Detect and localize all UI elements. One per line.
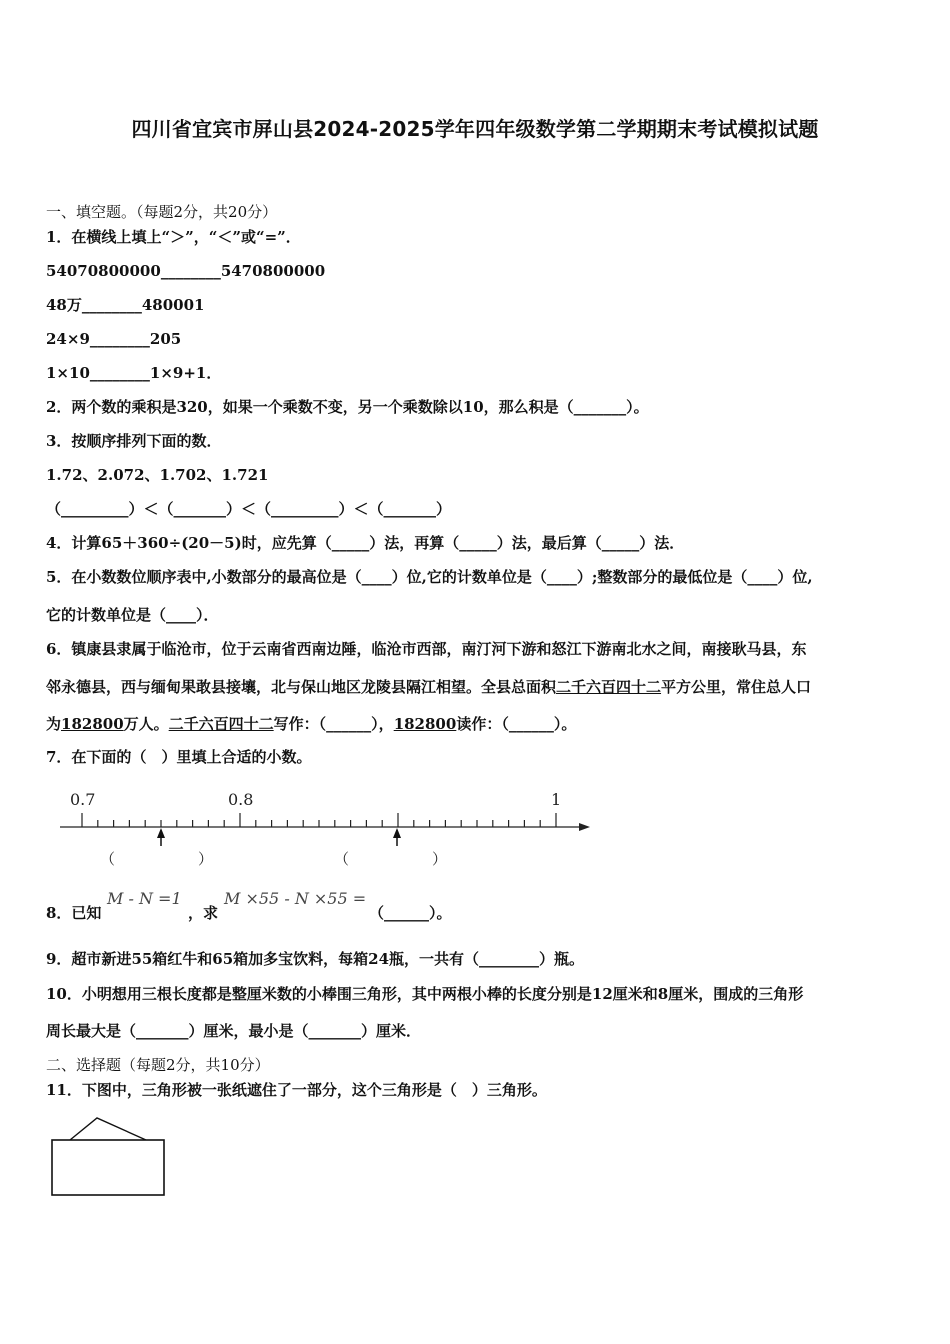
q6-area-underlined-2: 二千六百四十二: [168, 715, 274, 733]
q7-blank-2-close[interactable]: ）: [432, 850, 448, 868]
number-line-label-1: 1: [551, 790, 562, 809]
q6-line1: 6．镇康县隶属于临沧市，位于云南省西南边陲，临沧市西部，南汀河下游和怒江下游南北水之间，南接耿马县，东: [46, 640, 807, 658]
q1-row-1-right: 5470800000: [220, 262, 326, 280]
q6-area-underlined: 二千六百四十二: [556, 678, 662, 696]
number-line-label-0-8: 0.8: [228, 790, 254, 809]
q6-line3-b: 万人。: [123, 715, 169, 733]
number-line-ticks: [82, 813, 556, 827]
q6-line2-pre: 邻永德县，西与缅甸果敢县接壤，北与保山地区龙陵县隔江相望。全县总面积: [46, 678, 557, 696]
q11-figure: [40, 1110, 180, 1205]
q1-row-3-left: 24×9: [46, 330, 90, 348]
q3-stem: 3．按顺序排列下面的数．: [46, 432, 222, 450]
q3-answer[interactable]: （_________）＜（_______）＜（_________）＜（_______）: [46, 500, 452, 518]
section1-heading: 一、填空题。（每题2分，共20分）: [46, 203, 278, 221]
q1-row-4: [46, 363, 221, 383]
q10-line1: 10．小明想用三根长度都是整厘米数的小棒围三角形，其中两根小棒的长度分别是12厘米和8厘米，围成的三角形: [46, 985, 804, 1003]
q1-row-2-blank[interactable]: ________: [81, 296, 142, 314]
number-line-label-0-7: 0.7: [70, 790, 96, 809]
q1-row-2-left: 48万: [46, 296, 82, 314]
section2-heading: 二、选择题（每题2分，共10分）: [46, 1056, 270, 1074]
q1-row-2: [46, 295, 205, 315]
q1-row-3-blank[interactable]: ________: [89, 330, 150, 348]
q6-line3-c: 写作：（______），: [273, 715, 394, 733]
q11-text: 11．下图中，三角形被一张纸遮住了一部分，这个三角形是（ ）三角形。: [46, 1081, 547, 1099]
covering-paper: [52, 1140, 164, 1195]
q1-row-3-right: 205: [149, 330, 182, 348]
q1-row-1-left: 54070800000: [46, 262, 161, 280]
q8-mid: ，求: [188, 904, 219, 922]
q6-population-underlined-2: 182800: [393, 715, 457, 733]
q7-blank-1-open[interactable]: （: [100, 850, 116, 868]
q5-line2: 它的计数单位是（____）．: [46, 606, 219, 624]
q5-line1: 5．在小数数位顺序表中,小数部分的最高位是（____）位,它的计数单位是（____）;整数部分的最低位是（____）位,: [46, 568, 813, 586]
q6-line2: [46, 677, 811, 697]
q1-row-1-blank[interactable]: ________: [160, 262, 221, 280]
q1-row-1: [46, 261, 325, 281]
q1-row-3: [46, 329, 181, 349]
q7-blank-2-open[interactable]: （: [334, 850, 350, 868]
triangle-peak: [70, 1118, 146, 1140]
q6-line3-d: 读作：（______）。: [456, 715, 577, 733]
page-title: 四川省宜宾市屏山县2024-2025学年四年级数学第二学期期末考试模拟试题: [131, 117, 819, 141]
q10-line2: 周长最大是（_______）厘米，最小是（_______）厘米．: [46, 1022, 422, 1040]
q9-text: 9．超市新进55箱红牛和65箱加多宝饮料，每箱24瓶，一共有（________）瓶。: [46, 950, 585, 968]
q8-answer[interactable]: （______）。: [369, 904, 452, 922]
q6-line2-post: 平方公里，常住总人口: [661, 678, 812, 696]
q1-row-4-right: 1×9+1．: [149, 364, 222, 382]
q7-text: 7．在下面的（ ）里填上合适的小数。: [46, 748, 312, 766]
q7-blank-1-close[interactable]: ）: [198, 850, 214, 868]
q1-stem: 1．在横线上填上“＞”，“＜”或“=”．: [46, 228, 301, 246]
q1-row-4-left: 1×10: [46, 364, 90, 382]
q1-row-2-right: 480001: [141, 296, 205, 314]
q6-population-underlined: 182800: [61, 715, 124, 733]
q3-numbers: 1.72、2.072、1.702、1.721: [46, 466, 269, 484]
q1-row-4-blank[interactable]: ________: [89, 364, 150, 382]
q2-text: 2．两个数的乘积是320，如果一个乘数不变，另一个乘数除以10，那么积是（_______）。: [46, 398, 649, 416]
q8-formula-2: M ×55 - N ×55 =: [224, 889, 367, 908]
number-line-arrow-icon: [579, 823, 590, 831]
q7-number-line: [0, 780, 620, 880]
q6-line3: [46, 714, 576, 734]
q4-text: 4．计算65＋360÷(20－5)时，应先算（_____）法，再算（_____）法，最后算（_____）法．: [46, 534, 685, 552]
q6-line3-a: 为: [46, 715, 62, 733]
q8-formula-1: M - N =1: [107, 889, 182, 908]
q8-prefix: 8．已知: [46, 904, 102, 922]
